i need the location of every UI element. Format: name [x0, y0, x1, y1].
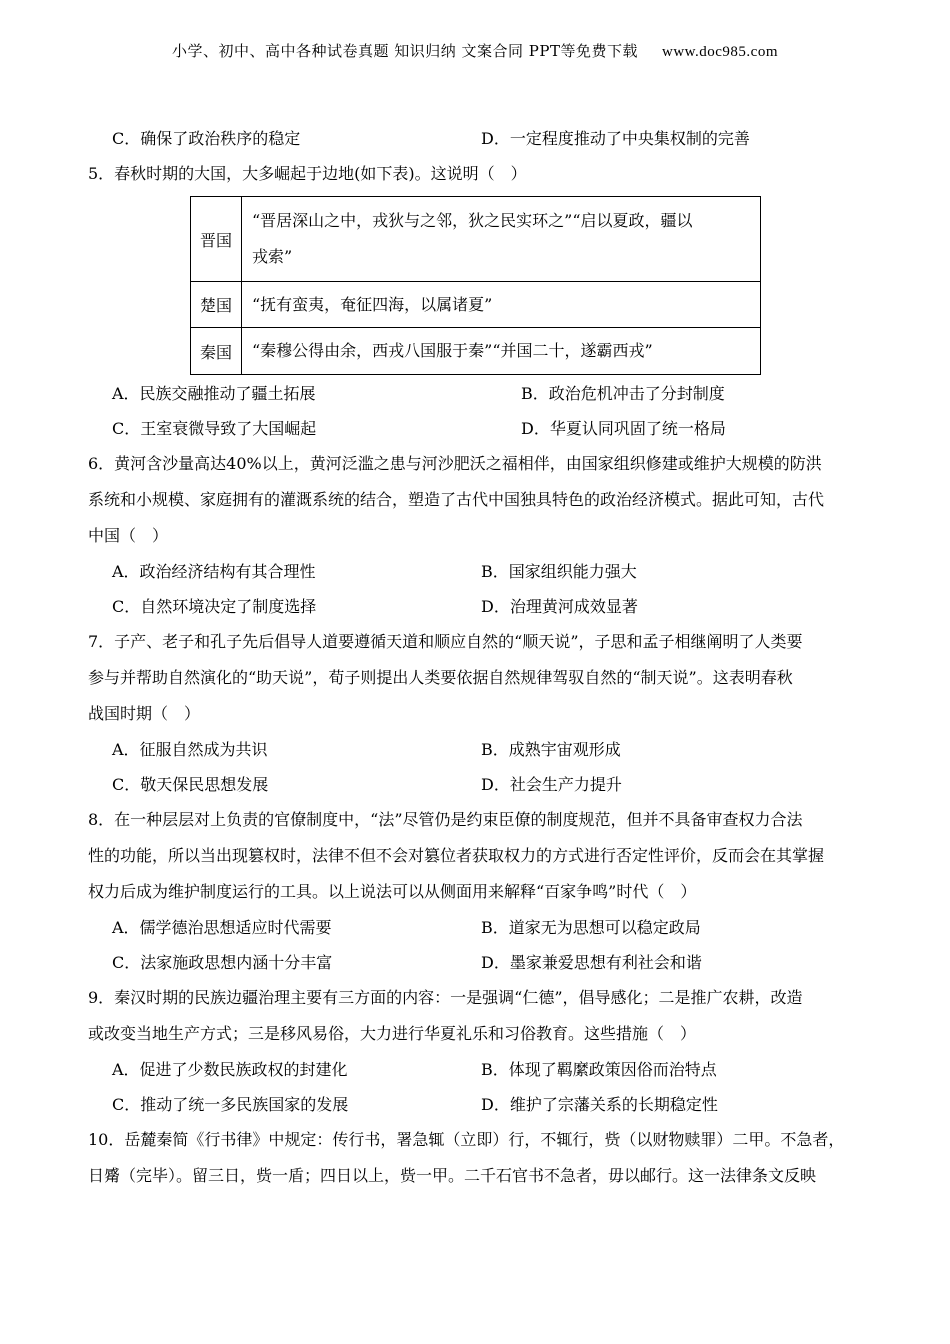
q6-option-d[interactable]: D．治理黄河成效显著: [481, 597, 638, 616]
q8-option-b[interactable]: B．道家无为思想可以稳定政局: [481, 918, 701, 937]
q7-options-ab: [88, 732, 863, 767]
q5-table: [190, 196, 761, 375]
q7-option-c[interactable]: C．敬天保民思想发展: [112, 775, 269, 794]
q9-option-a[interactable]: A．促进了少数民族政权的封建化: [112, 1060, 348, 1079]
q6-stem-line: 中国（ ）: [88, 526, 169, 545]
q9-options-ab: [88, 1052, 863, 1087]
quote-cell: “抚有蛮夷，奄征四海，以属诸夏”: [242, 282, 761, 328]
q7-stem-line: 参与并帮助自然演化的“助天说”，荀子则提出人类要依据自然规律驾驭自然的“制天说”。这表明春秋: [88, 668, 793, 687]
q8-stem-line: 权力后成为维护制度运行的工具。以上说法可以从侧面用来解释“百家争鸣”时代（ ）: [88, 882, 697, 901]
q10-stem-line: 10．岳麓秦简《行书律》中规定：传行书，署急辄（立即）行，不辄行，赀（以财物赎罪）二甲。不急者，: [88, 1130, 845, 1149]
table-row: [191, 197, 761, 282]
q8-option-c[interactable]: C．法家施政思想内涵十分丰富: [112, 953, 333, 972]
state-cell: 楚国: [191, 282, 242, 328]
q5-options-ab: [88, 376, 863, 411]
q9-option-c[interactable]: C．推动了统一多民族国家的发展: [112, 1095, 349, 1114]
q5-option-d[interactable]: D．华夏认同巩固了统一格局: [521, 419, 726, 438]
q8-option-a[interactable]: A．儒学德治思想适应时代需要: [112, 918, 332, 937]
q7-stem-line: 7．子产、老子和孔子先后倡导人道要遵循天道和顺应自然的“顺天说”，子思和孟子相继阐明了人类要: [88, 632, 803, 651]
q4-option-c[interactable]: C．确保了政治秩序的稳定: [112, 129, 301, 148]
q6-stem-line: 系统和小规模、家庭拥有的灌溉系统的结合，塑造了古代中国独具特色的政治经济模式。据此可知，古代: [88, 490, 825, 509]
header-site-link[interactable]: www.doc985.com: [661, 44, 778, 60]
q7-stem-line: 战国时期（ ）: [88, 704, 201, 723]
q6-option-c[interactable]: C．自然环境决定了制度选择: [112, 597, 317, 616]
q9-stem-line: 或改变当地生产方式；三是移风易俗，大力进行华夏礼乐和习俗教育。这些措施（ ）: [88, 1024, 697, 1043]
state-cell: 晋国: [191, 197, 242, 282]
q6-options-ab: [88, 554, 863, 589]
q8-option-d[interactable]: D．墨家兼爱思想有利社会和谐: [481, 953, 702, 972]
quote-line: “晋居深山之中，戎狄与之邻，狄之民实环之”“启以夏政，疆以: [252, 211, 693, 230]
q5-stem: 5．春秋时期的大国，大多崛起于边地(如下表)。这说明（ ）: [88, 164, 527, 183]
q8-options-ab: [88, 910, 863, 945]
quote-cell: “秦穆公得由余，西戎八国服于秦”“并国二十，遂霸西戎”: [242, 328, 761, 375]
q8-stem-line: 8．在一种层层对上负责的官僚制度中，“法”尽管仍是约束臣僚的制度规范，但并不具备审查权力合法: [88, 810, 803, 829]
exam-content: [88, 124, 863, 1194]
q7-option-d[interactable]: D．社会生产力提升: [481, 775, 622, 794]
q6-stem-line: 6．黄河含沙量高达40%以上，黄河泛滥之患与河沙肥沃之福相伴，由国家组织修建或维护大规模的防洪: [88, 454, 822, 473]
q5-option-b[interactable]: B．政治危机冲击了分封制度: [521, 384, 725, 403]
q6-option-a[interactable]: A．政治经济结构有其合理性: [112, 562, 316, 581]
q7-option-a[interactable]: A．征服自然成为共识: [112, 740, 268, 759]
q4-option-d[interactable]: D．一定程度推动了中央集权制的完善: [481, 129, 750, 148]
page-header: [0, 40, 950, 61]
state-cell: 秦国: [191, 328, 242, 375]
q9-option-b[interactable]: B．体现了羁縻政策因俗而治特点: [481, 1060, 717, 1079]
q5-option-a[interactable]: A．民族交融推动了疆土拓展: [112, 384, 316, 403]
q9-options-cd: [88, 1087, 863, 1122]
q6-options-cd: [88, 589, 863, 624]
header-text: 小学、初中、高中各种试卷真题 知识归纳 文案合同 PPT等免费下载: [171, 42, 638, 60]
table-row: [191, 282, 761, 328]
q7-options-cd: [88, 767, 863, 802]
q7-option-b[interactable]: B．成熟宇宙观形成: [481, 740, 621, 759]
q8-stem-line: 性的功能，所以当出现篡权时，法律不但不会对篡位者获取权力的方式进行否定性评价，反而会在其掌握: [88, 846, 825, 865]
q5-options-cd: [88, 411, 863, 446]
quote-line: 戎索”: [252, 247, 293, 266]
q9-option-d[interactable]: D．维护了宗藩关系的长期稳定性: [481, 1095, 718, 1114]
q9-stem-line: 9．秦汉时期的民族边疆治理主要有三方面的内容：一是强调“仁德”，倡导感化；二是推广农耕，改造: [88, 988, 803, 1007]
q5-option-c[interactable]: C．王室衰微导致了大国崛起: [112, 419, 317, 438]
q4-options-cd: [88, 121, 863, 156]
q6-option-b[interactable]: B．国家组织能力强大: [481, 562, 637, 581]
quote-cell: [242, 197, 761, 282]
q8-options-cd: [88, 945, 863, 980]
q10-stem-line: 日觱（完毕）。留三日，赀一盾；四日以上，赀一甲。二千石官书不急者，毋以邮行。这一法律条文反映: [88, 1166, 817, 1185]
table-row: [191, 328, 761, 375]
